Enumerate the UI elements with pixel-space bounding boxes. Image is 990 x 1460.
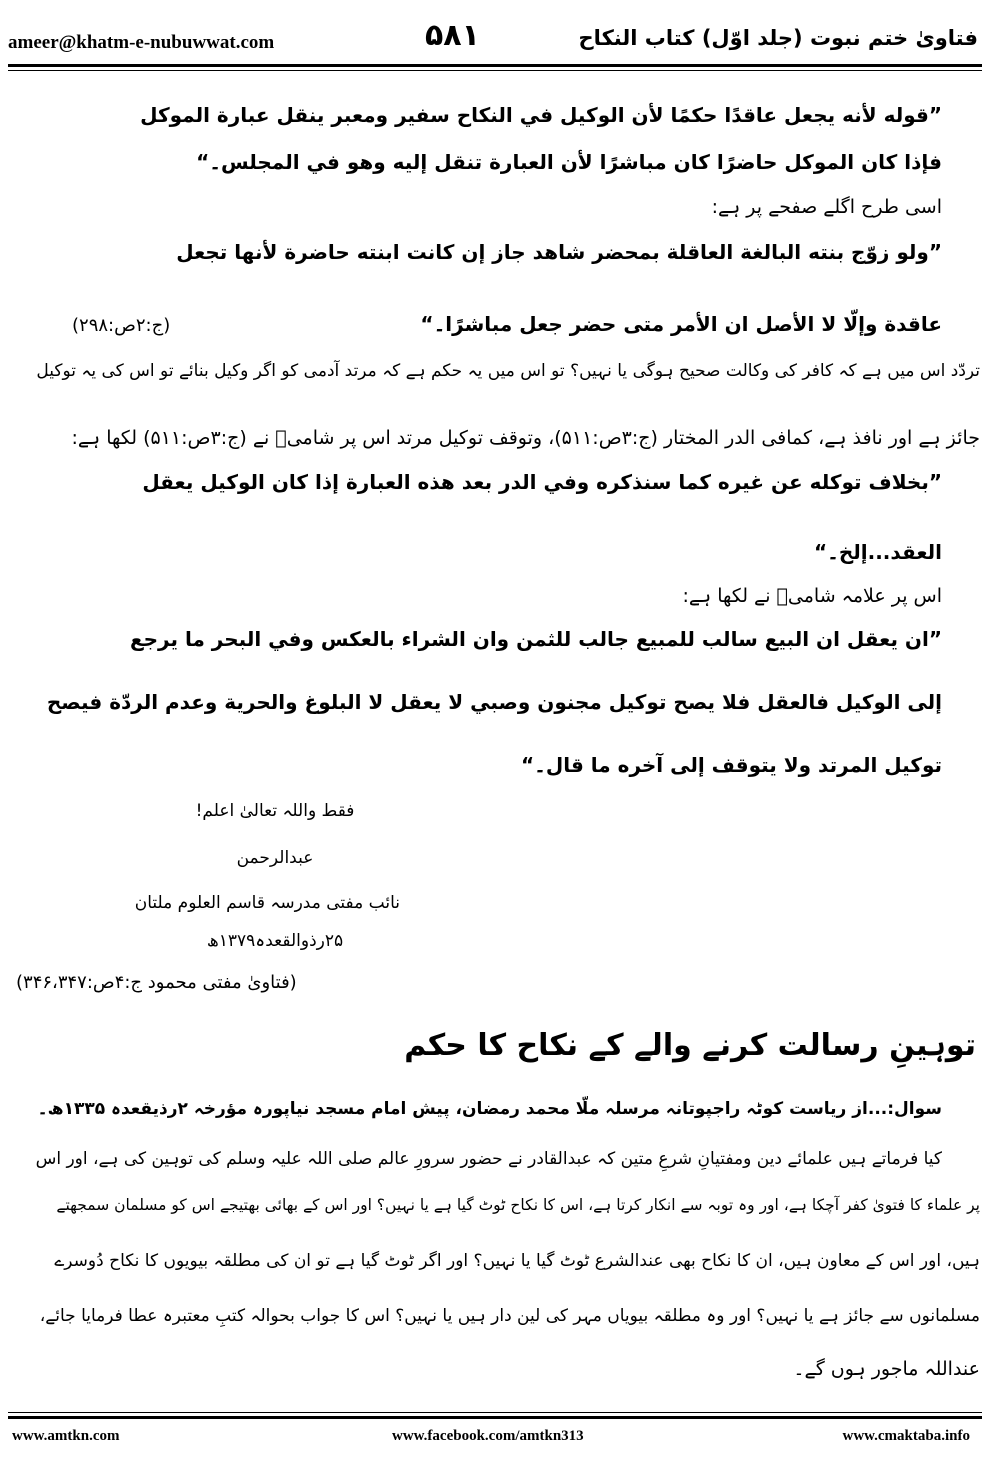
citation-vol2: (ج:۲ص:۲۹۸): [72, 315, 171, 336]
footer-link-cmaktaba[interactable]: www.cmaktaba.info: [842, 1428, 970, 1444]
footer-rule-thick: [8, 1416, 982, 1419]
arabic-quote-line-7: ”ان يعقل ان البيع سالب للمبيع جالب للثمن وان الشراء بالعكس وفي البحر ما يرجع: [129, 627, 942, 651]
section-heading: توہینِ رسالت کرنے والے کے نکاح کا حکم: [404, 1028, 976, 1063]
page-number: ۵۸۱: [425, 18, 480, 53]
question-line-5: عنداللہ ماجور ہوں گے۔: [793, 1358, 980, 1380]
question-line-4: مسلمانوں سے جائز ہے یا نہیں؟ اور وہ مطلقہ بیویاں مہر کی لین دار ہیں یا نہیں؟ اس کا جواب بحوالہ کتبِ معتبرہ عطا فرمایا جائے،: [39, 1306, 980, 1326]
book-title: فتاویٰ ختم نبوت (جلد اوّل) کتاب النکاح: [578, 26, 978, 50]
arabic-quote-line-2: فإذا كان الموكل حاضرًا كان مباشرًا لأن العبارة تنقل إليه وهو في المجلس۔“: [196, 150, 942, 174]
header-rule-thin: [8, 70, 982, 71]
footer-link-amtkn[interactable]: www.amtkn.com: [12, 1428, 120, 1444]
signature-title: نائب مفتی مدرسہ قاسم العلوم ملتان: [134, 893, 400, 913]
source-reference: (فتاویٰ مفتی محمود ج:۴ص:۳۴۶،۳۴۷): [16, 972, 297, 993]
urdu-line-shami: اس پر علامہ شامیؒ نے لکھا ہے:: [682, 585, 942, 607]
question-header: سوال:...از ریاست کوٹہ راجپوتانہ مرسلہ ملّا محمد رمضان، پیش امام مسجد نیاپورہ مؤرخہ ۲رذیقعدہ ۱۳۳۵ھ۔: [37, 1099, 942, 1119]
signature-closing: فقط واللہ تعالیٰ اعلم!: [195, 801, 355, 821]
urdu-paragraph-line-2: جائز ہے اور نافذ ہے، کمافی الدر المختار (ج:۳ص:۵۱۱)، وتوقف توکیل مرتد اس پر شامیؒ نے (ج:۳ص:۵۱۱) لکھا ہے:: [71, 427, 980, 449]
arabic-quote-line-5: ”بخلاف توكله عن غيره كما سنذكره وفي الدر بعد هذه العبارة إذا كان الوكيل يعقل: [142, 470, 942, 494]
question-line-2: پر علماء کا فتویٰ کفر آچکا ہے، اور وہ توبہ سے انکار کرتا ہے، اس کا نکاح ٹوٹ گیا ہے یا نہیں؟ اور اس کے بھائی بھتیجے اس کو مسلمان سمجھتے: [56, 1196, 980, 1214]
footer-link-facebook[interactable]: www.facebook.com/amtkn313: [392, 1428, 584, 1444]
arabic-quote-line-9: توكيل المرتد ولا يتوقف إلى آخره ما قال۔“: [521, 753, 942, 777]
arabic-quote-line-4: عاقدة وإلّا لا الأصل ان الأمر متى حضر جعل مباشرًا۔“: [420, 312, 942, 336]
arabic-quote-line-1: ”قوله لأنه يجعل عاقدًا حكمًا لأن الوكيل في النكاح سفير ومعبر ينقل عبارة الموكل: [140, 103, 942, 127]
arabic-quote-line-8: إلى الوكيل فالعقل فلا يصح توكيل مجنون وصبي لا يعقل لا البلوغ والحرية وعدم الردّة فيصح: [46, 690, 942, 714]
urdu-paragraph-line-1: تردّد اس میں ہے کہ کافر کی وکالت صحیح ہوگی یا نہیں؟ تو اس میں یہ حکم ہے کہ مرتد آدمی کو اگر وکیل بنائے تو اس کی یہ توکیل: [36, 361, 980, 381]
urdu-line-intro-next-page: اسی طرح اگلے صفحے پر ہے:: [711, 196, 942, 218]
header-email: ameer@khatm-e-nubuwwat.com: [8, 32, 275, 53]
question-line-1: کیا فرماتے ہیں علمائے دین ومفتیانِ شرعِ متین کہ عبدالقادر نے حضور سرورِ عالم صلی اللہ علیہ وسلم کی توہین کی ہے، اور اس: [35, 1149, 942, 1169]
footer-rule-thin: [8, 1412, 982, 1413]
header-rule-thick: [8, 64, 982, 67]
question-line-3: ہیں، اور اس کے معاون ہیں، ان کا نکاح بھی عندالشرع ٹوٹ گیا یا نہیں؟ اور اگر ٹوٹ گیا ہے تو ان کی مطلقہ بیویوں کا نکاح دُوسرے: [54, 1251, 980, 1271]
arabic-quote-line-3: ”ولو زوّج بنته البالغة العاقلة بمحضر شاهد جاز إن كانت ابنته حاضرة لأنها تجعل: [176, 240, 942, 264]
signature-name: عبدالرحمن: [236, 848, 314, 868]
signature-date: ۲۵رذوالقعدہ۱۳۷۹ھ: [206, 931, 344, 951]
arabic-quote-line-6: العقد...إلخ۔“: [813, 540, 942, 564]
